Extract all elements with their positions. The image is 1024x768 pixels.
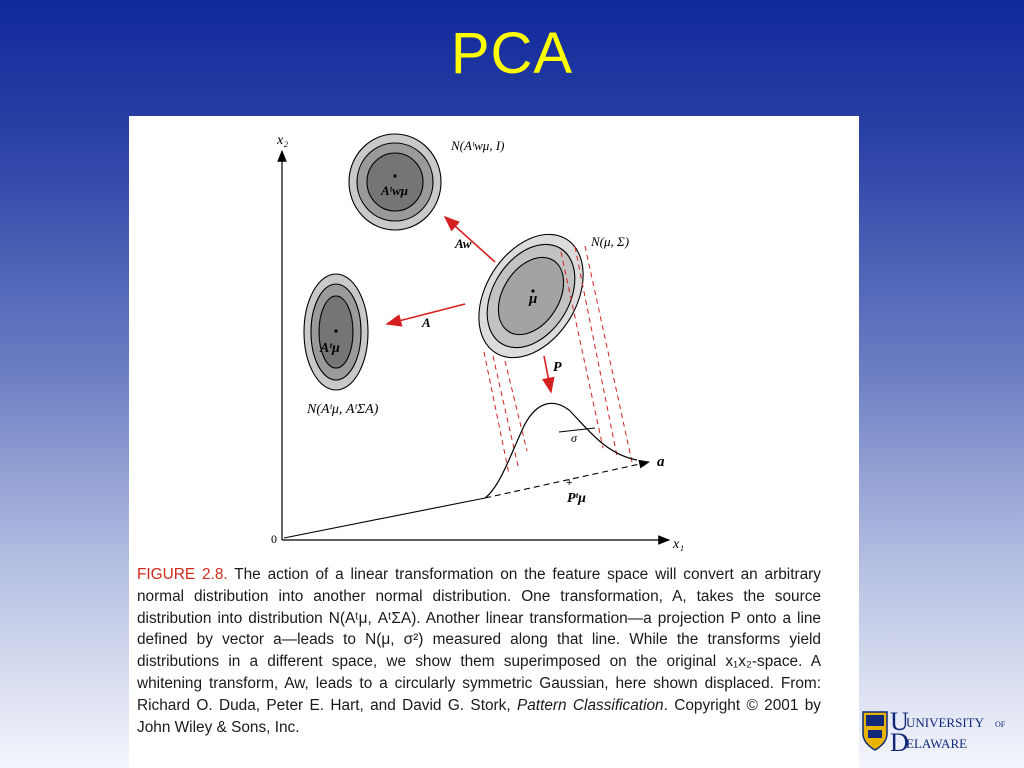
sigma-label: σ	[571, 431, 577, 445]
pca-diagram	[129, 116, 859, 556]
projection-label: P	[553, 360, 562, 375]
whitened-distribution-label: N(Aᵗwμ, I)	[451, 138, 505, 153]
projection-arrow	[544, 356, 551, 392]
logo-line2: ELAWARE	[906, 736, 968, 751]
whitening-arrow-label: Aw	[455, 236, 472, 251]
projected-mean-label: Pᵗμ	[567, 491, 586, 506]
caption-text: The action of a linear transformation on the feature space will convert an arbitrary normal distribution into another normal distribution. One transformation, A, takes the source distribution into distribution N(Aᵗμ, AᵗΣA). Another linear transformation—a projection P onto a line defined by vector a—leads to N(μ, σ²) measured along that line. While the transforms yield distributions in a different space, we show them superimposed on the original x₁x₂-space. A whitening transform, Aw, leads to a circularly symmetric Gaussian, here shown displaced. From: Richard O. Duda, Peter E. Hart, and David G. Stork,	[137, 566, 821, 714]
slide-title: PCA	[450, 21, 574, 86]
whitened-mean-label: Aᵗwμ	[381, 183, 409, 198]
projected-mean-marker: +	[566, 477, 573, 489]
whitened-distribution	[349, 134, 441, 230]
origin-label: 0	[271, 532, 277, 546]
baseline	[284, 498, 485, 538]
transformed-mean-label: Aᵗμ	[320, 341, 340, 356]
x2-axis-label: x₂	[277, 133, 289, 148]
book-title: Pattern Classification	[516, 696, 664, 714]
university-seal-icon	[863, 712, 887, 750]
projected-gaussian	[485, 403, 637, 498]
copyright-text: . Copyright © 2001 by John Wiley & Sons, Inc.	[137, 696, 821, 736]
source-mean-label: μ	[529, 291, 538, 307]
university-logo	[862, 706, 1012, 752]
figure-caption	[137, 564, 821, 738]
vector-a-label: a	[657, 454, 665, 470]
figure-number: FIGURE 2.8.	[137, 566, 228, 583]
logo-initial-u: U	[890, 707, 909, 736]
transform-a-label: A	[422, 315, 431, 330]
figure-panel	[129, 116, 859, 768]
source-distribution-label: N(μ, Σ)	[591, 234, 630, 249]
x1-axis-label: x₁	[673, 537, 685, 552]
transformed-distribution	[304, 274, 368, 390]
logo-line1: UNIVERSITY	[906, 715, 984, 730]
logo-line1-suffix: OF	[995, 720, 1006, 729]
transformed-distribution-label: N(Aᵗμ, AᵗΣA)	[307, 402, 379, 417]
logo-initial-d: D	[890, 728, 909, 752]
